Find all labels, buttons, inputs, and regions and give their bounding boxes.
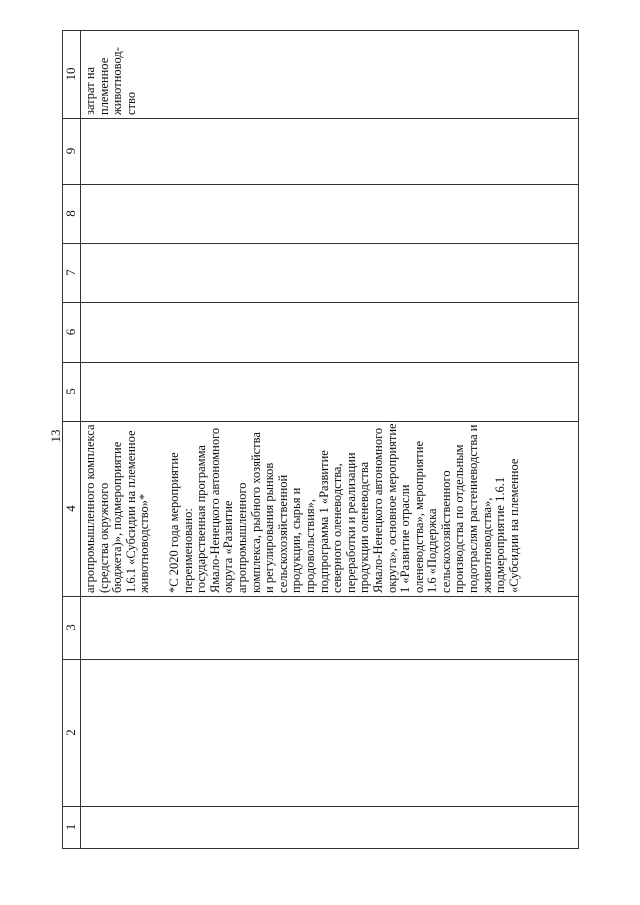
col-header-5: 5 bbox=[63, 388, 78, 395]
col-8-9-border bbox=[62, 184, 579, 185]
col-5-6-border bbox=[62, 362, 579, 363]
table-top-border bbox=[62, 30, 579, 31]
table-right-border bbox=[578, 30, 579, 848]
col-4-5-border bbox=[62, 421, 579, 422]
col-header-3: 3 bbox=[63, 624, 78, 631]
col4-text-second: *С 2020 года мероприятие переименовано: государственная программа Ямало-Ненецкого автономного округа «Развитие агропромышленного комплекса, рыбного хозяйства и регулирования рынков сельскохозяйственной продукции, сырья и продовольствия», подпрограмма 1 «Развитие северного оленеводства, переработки и реализации продукции оленеводства Ямало-Ненецкого автономного округа», основное мероприятие 1 «Развитие отрасли оленеводства», мероприятие 1.6 «Поддержка сельскохозяйственного производства по отдельным подотраслям растениеводства и животноводства», подмероприятие 1.6.1 «Субсидии на племенное bbox=[167, 423, 521, 593]
header-row-border bbox=[80, 30, 81, 848]
col-header-7: 7 bbox=[63, 269, 78, 276]
col-header-2: 2 bbox=[63, 729, 78, 736]
col-6-7-border bbox=[62, 302, 579, 303]
col-header-1: 1 bbox=[63, 823, 78, 831]
page-number: 13 bbox=[48, 429, 63, 443]
col10-text: затрат на племенное животновод-ство bbox=[83, 47, 138, 115]
col-header-10: 10 bbox=[63, 67, 78, 81]
col-7-8-border bbox=[62, 243, 579, 244]
col-header-4: 4 bbox=[63, 505, 78, 512]
col-1-2-border bbox=[62, 806, 579, 807]
table-bottom-border bbox=[62, 848, 579, 849]
col-2-3-border bbox=[62, 659, 579, 660]
col-header-9: 9 bbox=[63, 147, 78, 155]
col-header-6: 6 bbox=[63, 328, 78, 336]
col4-text-first: агропромышленного комплекса (средства окружного бюджета)», подмероприятие 1.6.1 «Субсидии на племенное животноводство»* bbox=[83, 424, 152, 593]
col-header-8: 8 bbox=[63, 210, 78, 217]
col-9-10-border bbox=[62, 118, 579, 119]
col-3-4-border bbox=[62, 596, 579, 597]
